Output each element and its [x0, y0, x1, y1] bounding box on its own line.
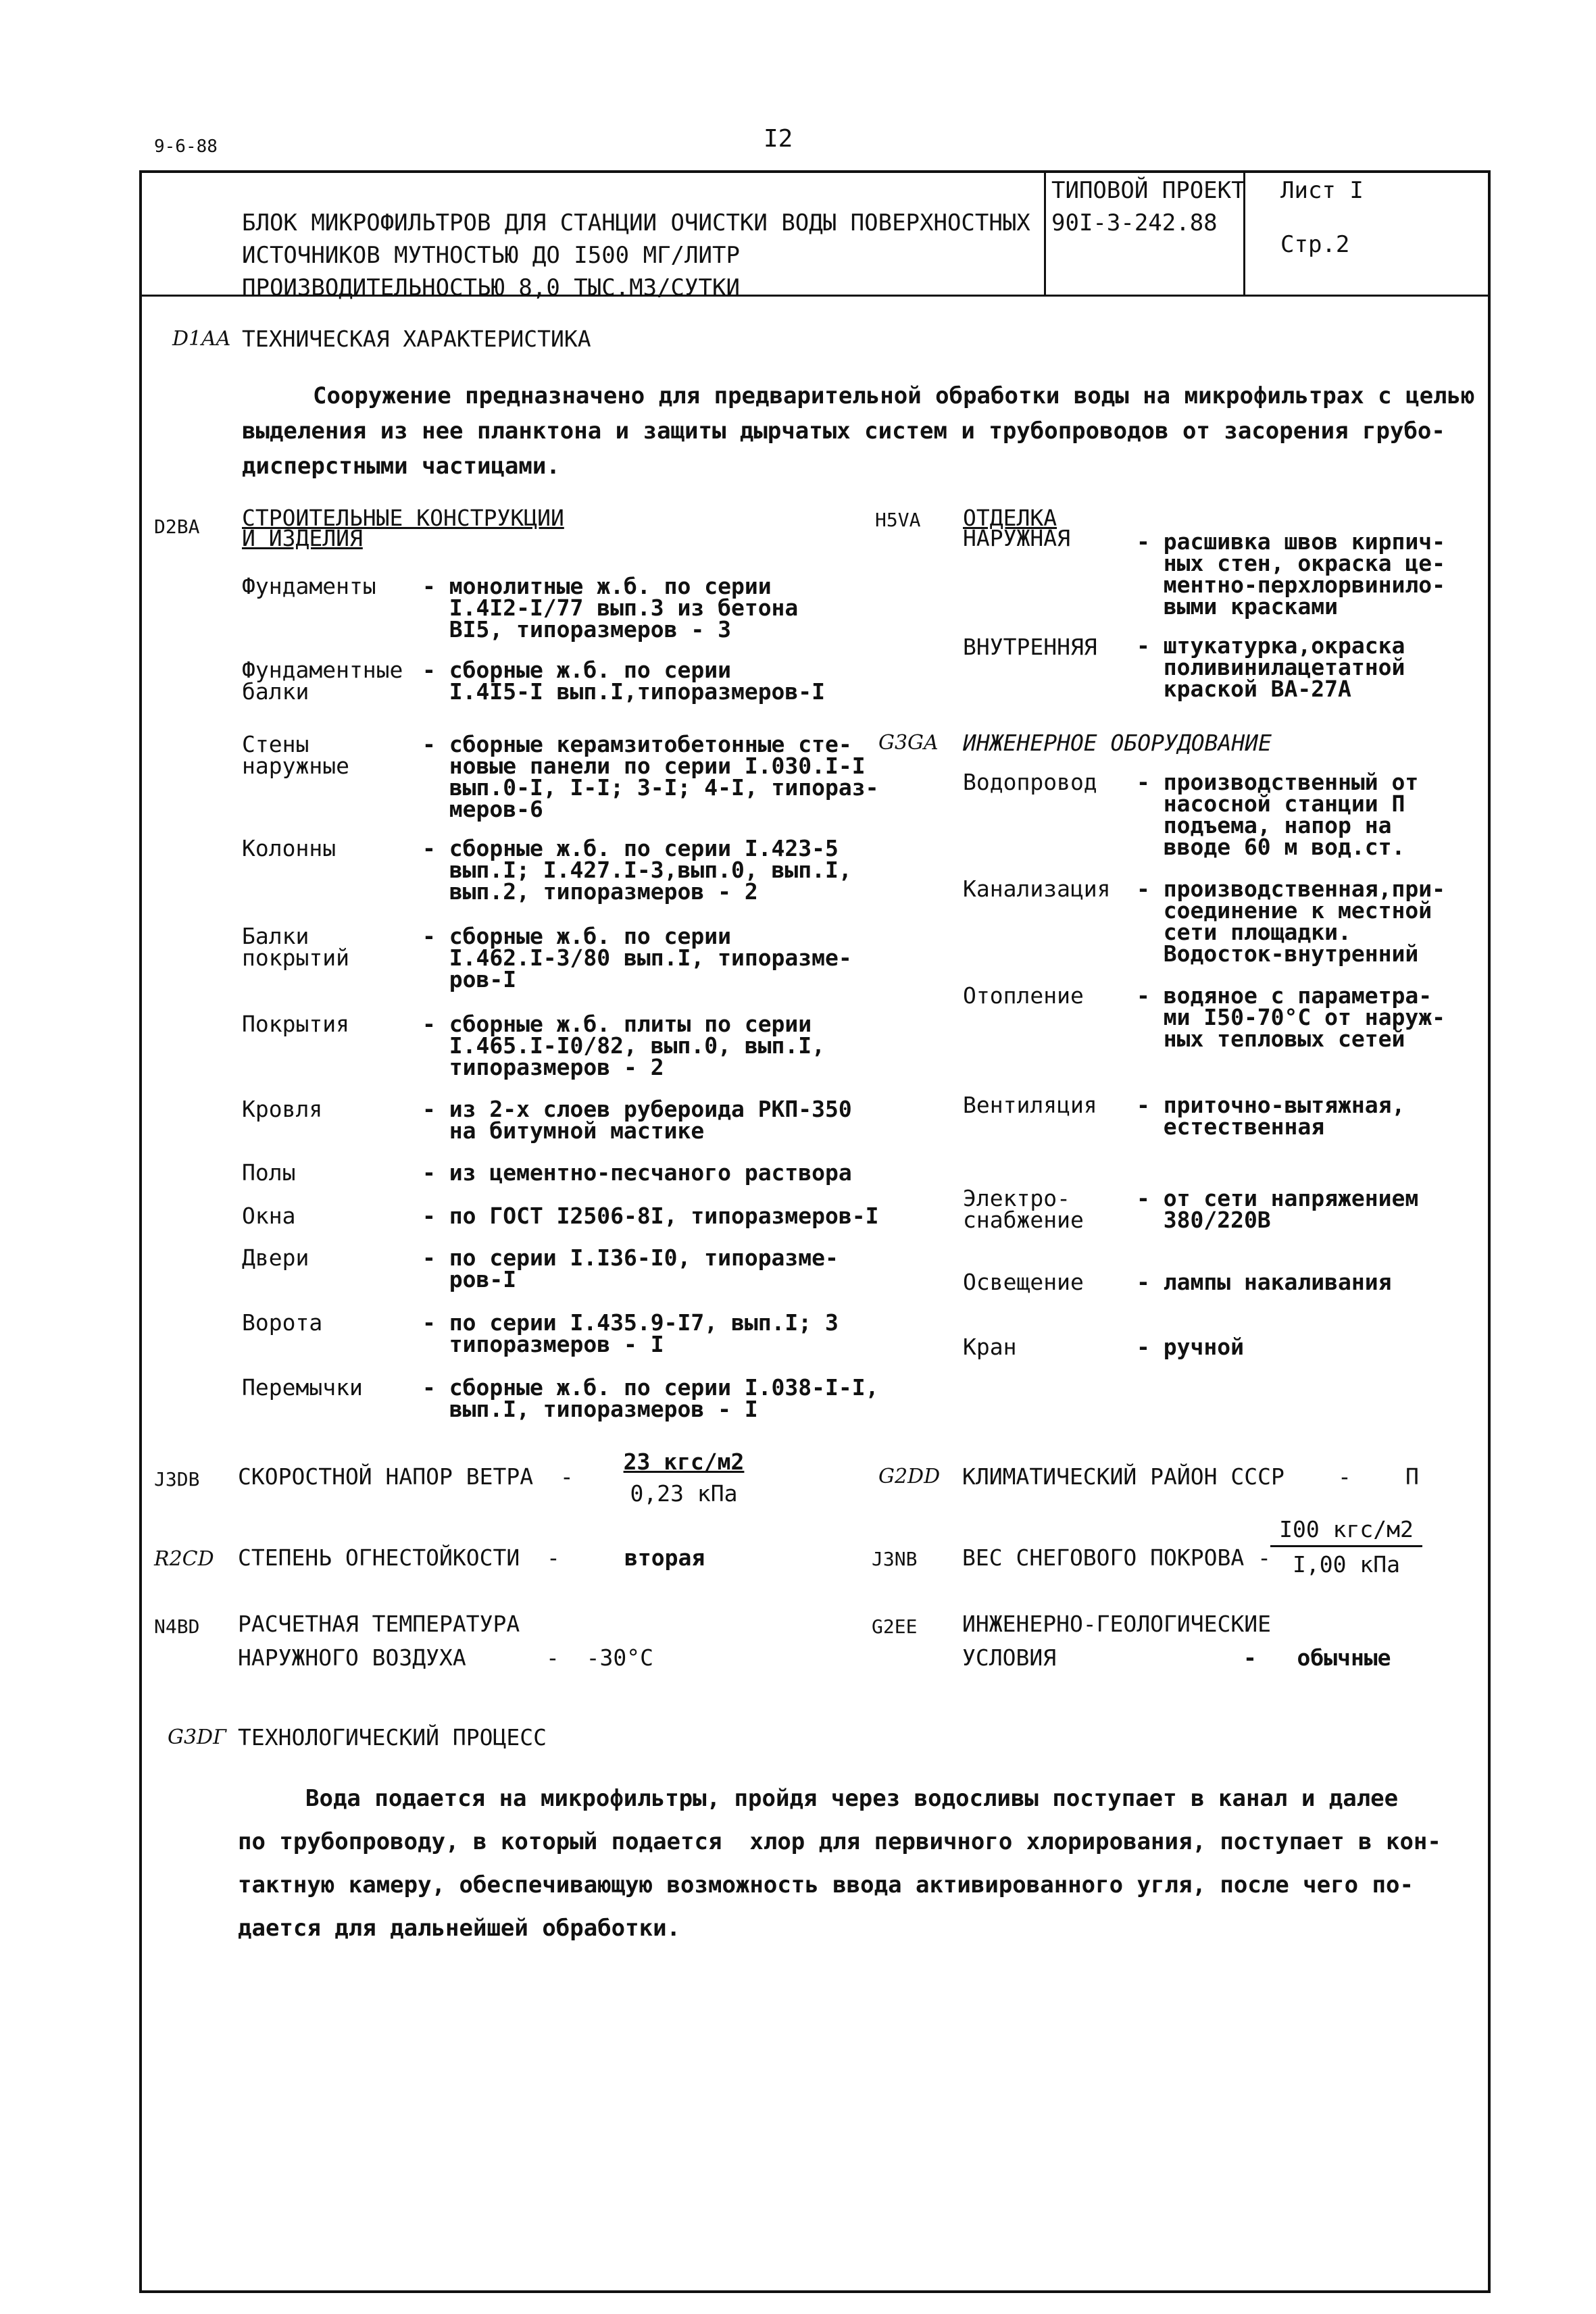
code-tech: D1AA [172, 327, 231, 351]
item-value [422, 659, 825, 703]
finishing-inner-label: ВНУТРЕННЯЯ [963, 634, 1097, 660]
title-line: БЛОК МИКРОФИЛЬТРОВ ДЛЯ СТАНЦИИ ОЧИСТКИ ВОДЫ ПОВЕРХНОСТНЫХ [242, 209, 1030, 236]
value-line: насосной станции П [1137, 790, 1405, 817]
code-geology: G2EE [872, 1615, 918, 1638]
value-line: ментно-перхлорвинило- [1137, 572, 1445, 598]
process-line: Вода подается на микрофильтры, пройдя через водосливы поступает в канал и далее [305, 1785, 1399, 1812]
value-line: - по серии I.I36-I0, типоразме- [422, 1244, 839, 1271]
item-label [242, 835, 336, 861]
value-line: вып.2, типоразмеров - 2 [422, 878, 758, 905]
wind-fraction [616, 1450, 751, 1505]
item-value [1137, 878, 1445, 965]
value-line: - из 2-х слоев рубероида РКП-350 [422, 1096, 852, 1122]
value-line: - от сети напряжением [1137, 1185, 1419, 1211]
item-value [422, 923, 852, 992]
item-value [422, 1013, 825, 1078]
finishing-heading-line: ОТДЕЛКА [963, 505, 1057, 531]
value-line: вып.I, типоразмеров - I [422, 1396, 758, 1422]
page-reference: Стр.2 [1280, 231, 1350, 258]
label-line: Стены [242, 731, 309, 757]
item-label [963, 1092, 1097, 1118]
tech-paragraph [242, 378, 1474, 484]
geology-value: - обычные [1243, 1644, 1391, 1671]
value-line: вып.0-I, I-I; 3-I; 4-I, типораз- [422, 774, 879, 801]
wind-top: 23 кгс/м2 [623, 1449, 745, 1475]
finishing-heading-line: НАРУЖНАЯ [963, 525, 1070, 551]
value-line: - по ГОСТ I2506-8I, типоразмеров-I [422, 1203, 879, 1229]
tech-line: выделения из нее планктона и защиты дырчатых систем и трубопроводов от засорения грубо- [242, 418, 1445, 445]
label-line: Перемычки [242, 1374, 363, 1401]
item-label [963, 1336, 1016, 1358]
geology-label-2: УСЛОВИЯ [962, 1644, 1057, 1671]
value-line: вводе 60 м вод.ст. [1137, 834, 1405, 860]
code-finishing: H5VA [875, 509, 921, 531]
value-line: - сборные керамзитобетонные сте- [422, 731, 852, 757]
code-fire: R2CD [154, 1547, 214, 1571]
code-wind: J3DB [154, 1468, 200, 1490]
code-snow: J3NB [872, 1548, 918, 1570]
value-line: ных стен, окраска це- [1137, 550, 1445, 576]
value-line: - производственный от [1137, 769, 1419, 795]
value-line: соединение к местной [1137, 897, 1432, 924]
item-label [963, 1269, 1084, 1295]
item-label [242, 573, 376, 599]
tech-line: дисперстными частицами. [242, 453, 560, 480]
label-line: Водопровод [963, 769, 1097, 795]
process-line: по трубопроводу, в который подается хлор для первичного хлорирования, поступает в кон- [238, 1828, 1441, 1855]
process-paragraph [238, 1777, 1441, 1950]
item-value [422, 1205, 879, 1227]
item-value [422, 1309, 839, 1357]
item-label [242, 1205, 295, 1227]
item-value [1137, 769, 1419, 860]
project-code: 90I-3-242.88 [1051, 209, 1218, 236]
temperature-value: - -30°С [546, 1644, 653, 1671]
value-line: - сборные ж.б. по серии [422, 923, 731, 949]
value-line: сети площадки. [1137, 919, 1351, 945]
snow-fraction [1270, 1517, 1422, 1576]
value-line: типоразмеров - 2 [422, 1054, 664, 1080]
value-line: 380/220В [1137, 1207, 1271, 1233]
value-line: - монолитные ж.б. по серии [422, 573, 772, 599]
value-line: естественная [1137, 1113, 1325, 1140]
value-line: - водяное с параметра- [1137, 982, 1432, 1009]
label-line: Окна [242, 1203, 296, 1229]
label-line: Фундаменты [242, 573, 376, 599]
finishing-heading [963, 505, 1070, 551]
wind-bottom: 0,23 кПа [630, 1480, 738, 1507]
value-line: выми красками [1137, 593, 1339, 620]
label-line: Кровля [242, 1096, 323, 1122]
value-line: - по серии I.435.9-I7, вып.I; 3 [422, 1309, 839, 1336]
project-label: ТИПОВОЙ ПРОЕКТ [1051, 177, 1245, 204]
value-line: - штукатурка,окраска [1137, 632, 1405, 659]
label-line: снабжение [963, 1207, 1084, 1233]
item-label [242, 923, 349, 971]
wind-label: СКОРОСТНОЙ НАПОР ВЕТРА - [238, 1463, 574, 1490]
label-line: Отопление [963, 982, 1084, 1009]
value-line: - сборные ж.б. по серии [422, 657, 731, 683]
value-line: на битумной мастике [422, 1117, 705, 1144]
item-value [422, 731, 879, 822]
item-value [422, 1096, 852, 1144]
sheet-frame [139, 170, 1491, 2293]
item-label [242, 1096, 323, 1122]
tech-heading: ТЕХНИЧЕСКАЯ ХАРАКТЕРИСТИКА [242, 326, 591, 352]
temperature-label-1: РАСЧЕТНАЯ ТЕМПЕРАТУРА [238, 1611, 520, 1637]
value-line: вып.I; I.427.I-3,вып.0, вып.I, [422, 857, 852, 883]
value-line: - ручной [1137, 1334, 1244, 1360]
label-line: Покрытия [242, 1011, 349, 1037]
label-line: наружные [242, 753, 349, 779]
code-temperature: N4BD [154, 1615, 200, 1638]
value-line: ров-I [422, 1266, 517, 1292]
finishing-inner-value [1137, 632, 1405, 702]
climate-value: П [1405, 1463, 1419, 1490]
item-value [422, 1374, 879, 1422]
temperature-label-2: НАРУЖНОГО ВОЗДУХА [238, 1644, 466, 1671]
label-line: Ворота [242, 1309, 323, 1336]
label-line: покрытий [242, 945, 349, 971]
code-climate: G2DD [878, 1465, 941, 1488]
title-line: ИСТОЧНИКОВ МУТНОСТЬЮ ДО I500 МГ/ЛИТР [242, 242, 740, 269]
finishing-outer-value [1137, 528, 1445, 620]
value-line: краской ВА-27А [1137, 676, 1351, 702]
label-line: Балки [242, 923, 309, 949]
geology-label-1: ИНЖЕНЕРНО-ГЕОЛОГИЧЕСКИЕ [962, 1611, 1271, 1637]
value-line: - сборные ж.б. плиты по серии [422, 1011, 812, 1037]
sheet-number: Лист I [1280, 177, 1364, 204]
label-line: Колонны [242, 835, 336, 861]
item-label [963, 982, 1084, 1009]
value-line: I.4I2-I/77 вып.3 из бетона [422, 595, 799, 621]
title-block-title [242, 174, 1030, 336]
label-line: Канализация [963, 876, 1111, 902]
item-value [1137, 1269, 1392, 1295]
structures-heading [242, 505, 564, 551]
value-line: Водосток-внутренний [1137, 940, 1419, 967]
item-label [242, 731, 349, 779]
value-line: ров-I [422, 966, 517, 992]
item-label [242, 1013, 349, 1035]
value-line: I.462.I-3/80 вып.I, типоразме- [422, 945, 852, 971]
code-process: G3DГ [168, 1726, 226, 1749]
item-label [242, 659, 403, 703]
value-line: I.4I5-I вып.I,типоразмеров-I [422, 678, 826, 705]
item-label [963, 769, 1097, 795]
value-line: - приточно-вытяжная, [1137, 1092, 1405, 1118]
value-line: I.465.I-I0/82, вып.0, вып.I, [422, 1032, 826, 1059]
item-label [963, 1185, 1084, 1233]
item-label [242, 1309, 323, 1336]
climate-dash: - [1338, 1463, 1351, 1490]
value-line: ных тепловых сетей [1137, 1026, 1405, 1052]
title-block-vline-1 [1044, 170, 1046, 296]
value-line: - сборные ж.б. по серии I.423-5 [422, 835, 839, 861]
title-line: ПРОИЗВОДИТЕЛЬНОСТЬЮ 8,0 ТЫС.М3/СУТКИ [242, 274, 740, 301]
climate-label: КЛИМАТИЧЕСКИЙ РАЙОН СССР [962, 1463, 1285, 1490]
code-structures: D2BA [154, 515, 200, 538]
value-line: - сборные ж.б. по серии I.038-I-I, [422, 1374, 879, 1401]
item-value [422, 1244, 839, 1292]
process-line: тактную камеру, обеспечивающую возможность ввода активированного угля, после чего по- [238, 1871, 1414, 1898]
value-line: поливинилацетатной [1137, 654, 1405, 680]
label-line: Вентиляция [963, 1092, 1097, 1118]
value-line: ми I50-70°С от наруж- [1137, 1004, 1445, 1030]
equipment-heading: ИНЖЕНЕРНОЕ ОБОРУДОВАНИЕ [963, 730, 1272, 756]
item-value [1137, 1092, 1405, 1140]
item-value [1137, 1185, 1419, 1233]
label-line: Освещение [963, 1269, 1084, 1295]
item-label [242, 1244, 309, 1271]
value-line: BI5, типоразмеров - 3 [422, 616, 731, 643]
page-number: I2 [764, 125, 793, 153]
snow-bottom: I,00 кПа [1270, 1545, 1422, 1576]
tech-line: Сооружение предназначено для предварительной обработки воды на микрофильтрах с целью [313, 382, 1475, 409]
item-label [242, 1159, 296, 1186]
item-value [422, 573, 799, 643]
page-date: 9-6-88 [154, 136, 218, 157]
label-line: Двери [242, 1244, 309, 1271]
process-heading: ТЕХНОЛОГИЧЕСКИЙ ПРОЦЕСС [238, 1724, 547, 1751]
item-value [422, 1159, 852, 1186]
label-line: Кран [963, 1334, 1017, 1360]
value-line: новые панели по серии I.030.I-I [422, 753, 866, 779]
value-line: - производственная,при- [1137, 876, 1445, 902]
label-line: Электро- [963, 1185, 1070, 1211]
value-line: - из цементно-песчаного раствора [422, 1159, 852, 1186]
snow-top: I00 кгс/м2 [1279, 1516, 1414, 1542]
value-line: типоразмеров - I [422, 1331, 664, 1357]
value-line: - расшивка швов кирпич- [1137, 528, 1445, 555]
fire-label: СТЕПЕНЬ ОГНЕСТОЙКОСТИ - [238, 1544, 560, 1571]
label-line: Полы [242, 1159, 296, 1186]
fire-value: вторая [624, 1544, 705, 1571]
structures-heading-line: И ИЗДЕЛИЯ [242, 525, 363, 551]
item-value [1137, 1336, 1244, 1358]
value-line: - лампы накаливания [1137, 1269, 1392, 1295]
item-value [422, 835, 852, 905]
label-line: балки [242, 678, 309, 705]
structures-heading-line: СТРОИТЕЛЬНЫЕ КОНСТРУКЦИИ [242, 505, 564, 531]
item-label [242, 1374, 363, 1401]
item-value [1137, 982, 1445, 1052]
code-equipment: G3GA [878, 731, 939, 755]
value-line: подъема, напор на [1137, 812, 1392, 838]
snow-label: ВЕС СНЕГОВОГО ПОКРОВА - [962, 1544, 1271, 1571]
value-line: меров-6 [422, 796, 543, 822]
label-line: Фундаментные [242, 657, 403, 683]
process-line: дается для дальнейшей обработки. [238, 1915, 681, 1942]
item-label [963, 878, 1111, 900]
